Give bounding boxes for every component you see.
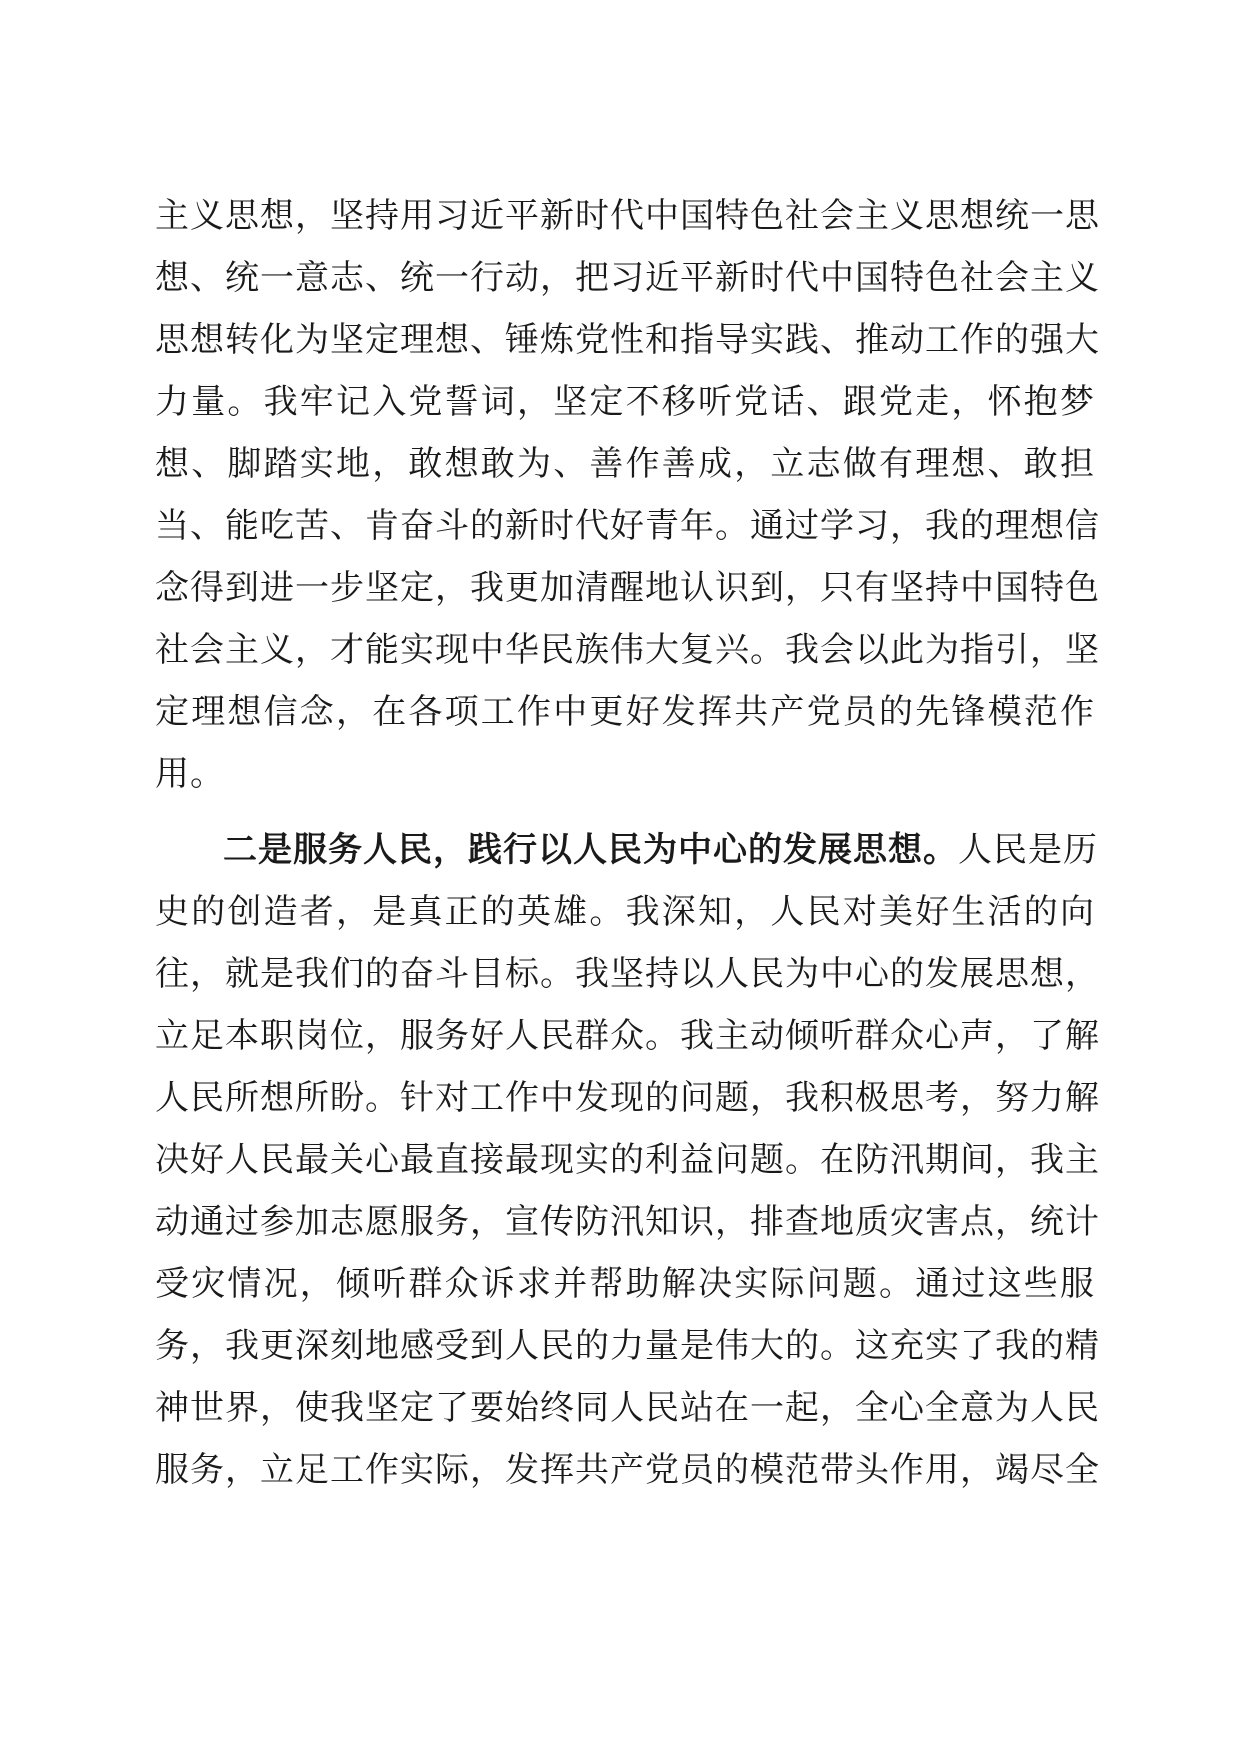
- paragraph-gap: [155, 805, 1095, 819]
- text-line: 神世界，使我坚定了要始终同人民站在一起，全心全意为人民: [155, 1388, 1100, 1428]
- text-line: 往，就是我们的奋斗目标。我坚持以人民为中心的发展思想，: [155, 954, 1100, 994]
- text-line: 念得到进一步坚定，我更加清醒地认识到，只有坚持中国特色: [155, 568, 1100, 608]
- text-line: 社会主义，才能实现中华民族伟大复兴。我会以此为指引，坚: [155, 630, 1100, 670]
- paragraph-2-first-line: [155, 819, 1098, 881]
- text-line: 想、统一意志、统一行动，把习近平新时代中国特色社会主义: [155, 258, 1100, 298]
- paragraph-2: [155, 819, 1100, 1501]
- text-line: 决好人民最关心最直接最现实的利益问题。在防汛期间，我主: [155, 1140, 1100, 1180]
- text-line: 当、能吃苦、肯奋斗的新时代好青年。通过学习，我的理想信: [155, 506, 1100, 546]
- text-line: 务，我更深刻地感受到人民的力量是伟大的。这充实了我的精: [155, 1326, 1100, 1366]
- text-line: 人民所想所盼。针对工作中发现的问题，我积极思考，努力解: [155, 1078, 1100, 1118]
- section-heading: 二是服务人民，践行以人民为中心的发展思想。: [223, 830, 958, 870]
- heading-continuation: 人民是历: [958, 830, 1098, 870]
- text-line: 立足本职岗位，服务好人民群众。我主动倾听群众心声，了解: [155, 1016, 1100, 1056]
- text-line: 力量。我牢记入党誓词，坚定不移听党话、跟党走，怀抱梦: [155, 382, 1095, 422]
- text-line: 动通过参加志愿服务，宣传防汛知识，排查地质灾害点，统计: [155, 1202, 1100, 1242]
- text-line: 想、脚踏实地，敢想敢为、善作善成，立志做有理想、敢担: [155, 444, 1095, 484]
- text-line: 史的创造者，是真正的英雄。我深知，人民对美好生活的向: [155, 892, 1095, 932]
- text-line: 定理想信念，在各项工作中更好发挥共产党员的先锋模范作: [155, 692, 1095, 732]
- text-line: 主义思想，坚持用习近平新时代中国特色社会主义思想统一思: [155, 196, 1100, 236]
- text-line: 思想转化为坚定理想、锤炼党性和指导实践、推动工作的强大: [155, 320, 1100, 360]
- body-text: [155, 185, 1100, 1501]
- text-line: 用。: [155, 754, 225, 794]
- text-line: 服务，立足工作实际，发挥共产党员的模范带头作用，竭尽全: [155, 1450, 1100, 1490]
- text-line: 受灾情况，倾听群众诉求并帮助解决实际问题。通过这些服: [155, 1264, 1095, 1304]
- paragraph-1: [155, 185, 1100, 805]
